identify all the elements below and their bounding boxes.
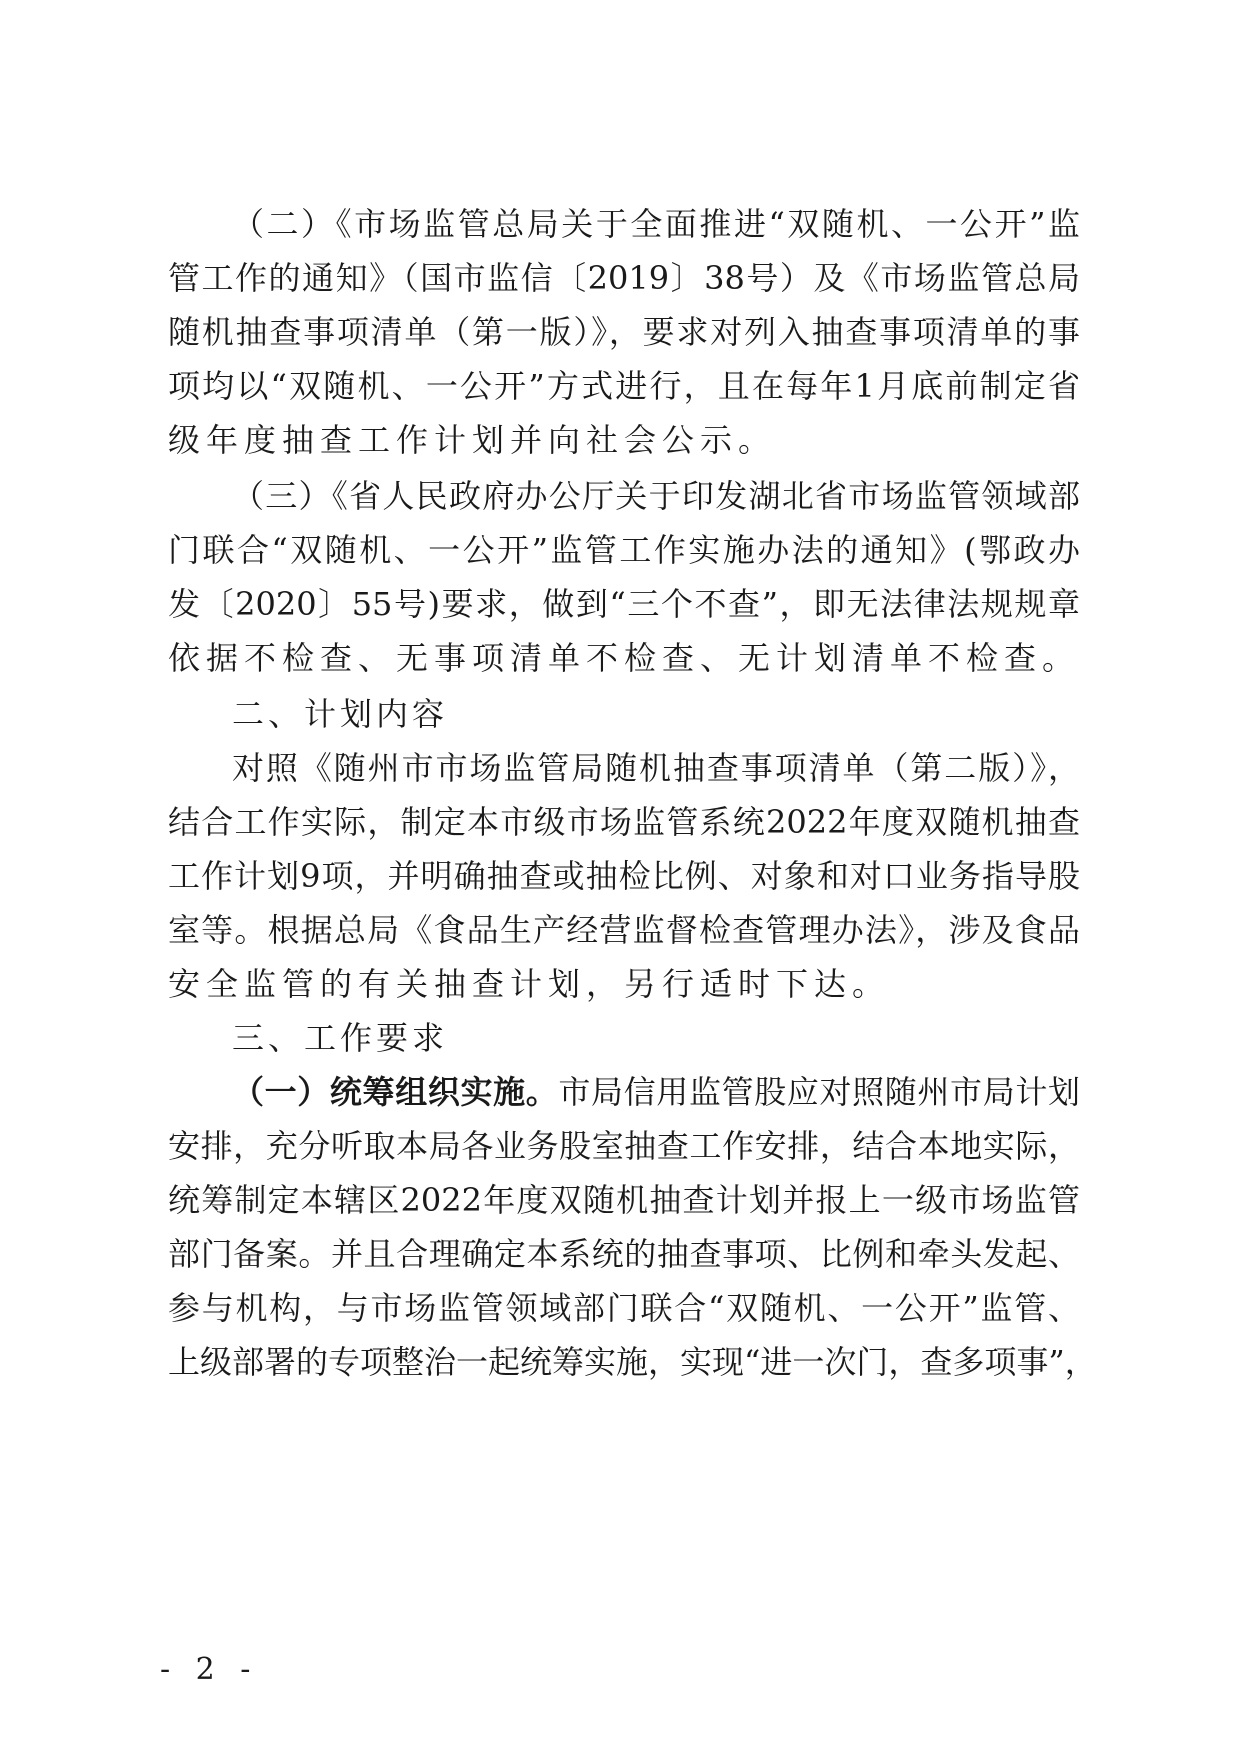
section-2-line-5: 安全监管的有关抽查计划，另行适时下达。 (168, 965, 891, 1003)
section-2-line-1: 对照《随州市市场监管局随机抽查事项清单（第二版）》， (232, 749, 1080, 787)
section-2-line-2: 结合工作实际，制定本市级市场监管系统2022年度双随机抽查 (168, 803, 1080, 841)
section-3-item-1-line-1 (232, 1068, 1080, 1116)
section-2-line-3: 工作计划9项，并明确抽查或抽检比例、对象和对口业务指导股 (168, 857, 1080, 895)
section-3-item-1-line-3: 统筹制定本辖区2022年度双随机抽查计划并报上一级市场监管 (168, 1181, 1080, 1219)
section-3-item-1-line-4: 部门备案。并且合理确定本系统的抽查事项、比例和牵头发起、 (168, 1235, 1080, 1273)
section-3-item-1-line-6: 上级部署的专项整治一起统筹实施，实现“进一次门，查多项事”， (168, 1343, 1097, 1381)
para-2-line-4: 项均以“双随机、一公开”方式进行，且在每年1月底前制定省 (168, 367, 1080, 405)
section-2-line-4: 室等。根据总局《食品生产经营监督检查管理办法》，涉及食品 (168, 911, 1080, 949)
para-2-line-1: （二）《市场监管总局关于全面推进“双随机、一公开”监 (232, 205, 1080, 243)
section-3-item-1-line-5: 参与机构，与市场监管领域部门联合“双随机、一公开”监管、 (168, 1289, 1080, 1327)
section-3-heading: 三、工作要求 (232, 1019, 449, 1057)
para-2-line-5: 级年度抽查工作计划并向社会公示。 (168, 421, 777, 459)
para-3-line-3: 发〔2020〕55号)要求，做到“三个不查”，即无法律法规规章 (168, 585, 1080, 623)
section-3-item-1-line-2: 安排，充分听取本局各业务股室抽查工作安排，结合本地实际， (168, 1127, 1080, 1165)
para-3-line-4: 依据不检查、无事项清单不检查、无计划清单不检查。 (168, 639, 1081, 677)
para-2-line-3: 随机抽查事项清单（第一版）》，要求对列入抽查事项清单的事 (168, 313, 1080, 351)
para-2-line-2: 管工作的通知》（国市监信〔2019〕38号）及《市场监管总局 (168, 259, 1080, 297)
item-1-first-line-rest: 市局信用监管股应对照随州市局计划 (558, 1073, 1080, 1111)
item-1-bold-title: （一）统筹组织实施。 (232, 1073, 559, 1111)
para-3-line-2: 门联合“双随机、一公开”监管工作实施办法的通知》(鄂政办 (168, 531, 1080, 569)
section-2-heading: 二、计划内容 (232, 695, 449, 733)
page-number: - 2 - (160, 1652, 259, 1687)
para-3-line-1: （三）《省人民政府办公厅关于印发湖北省市场监管领域部 (232, 477, 1080, 515)
